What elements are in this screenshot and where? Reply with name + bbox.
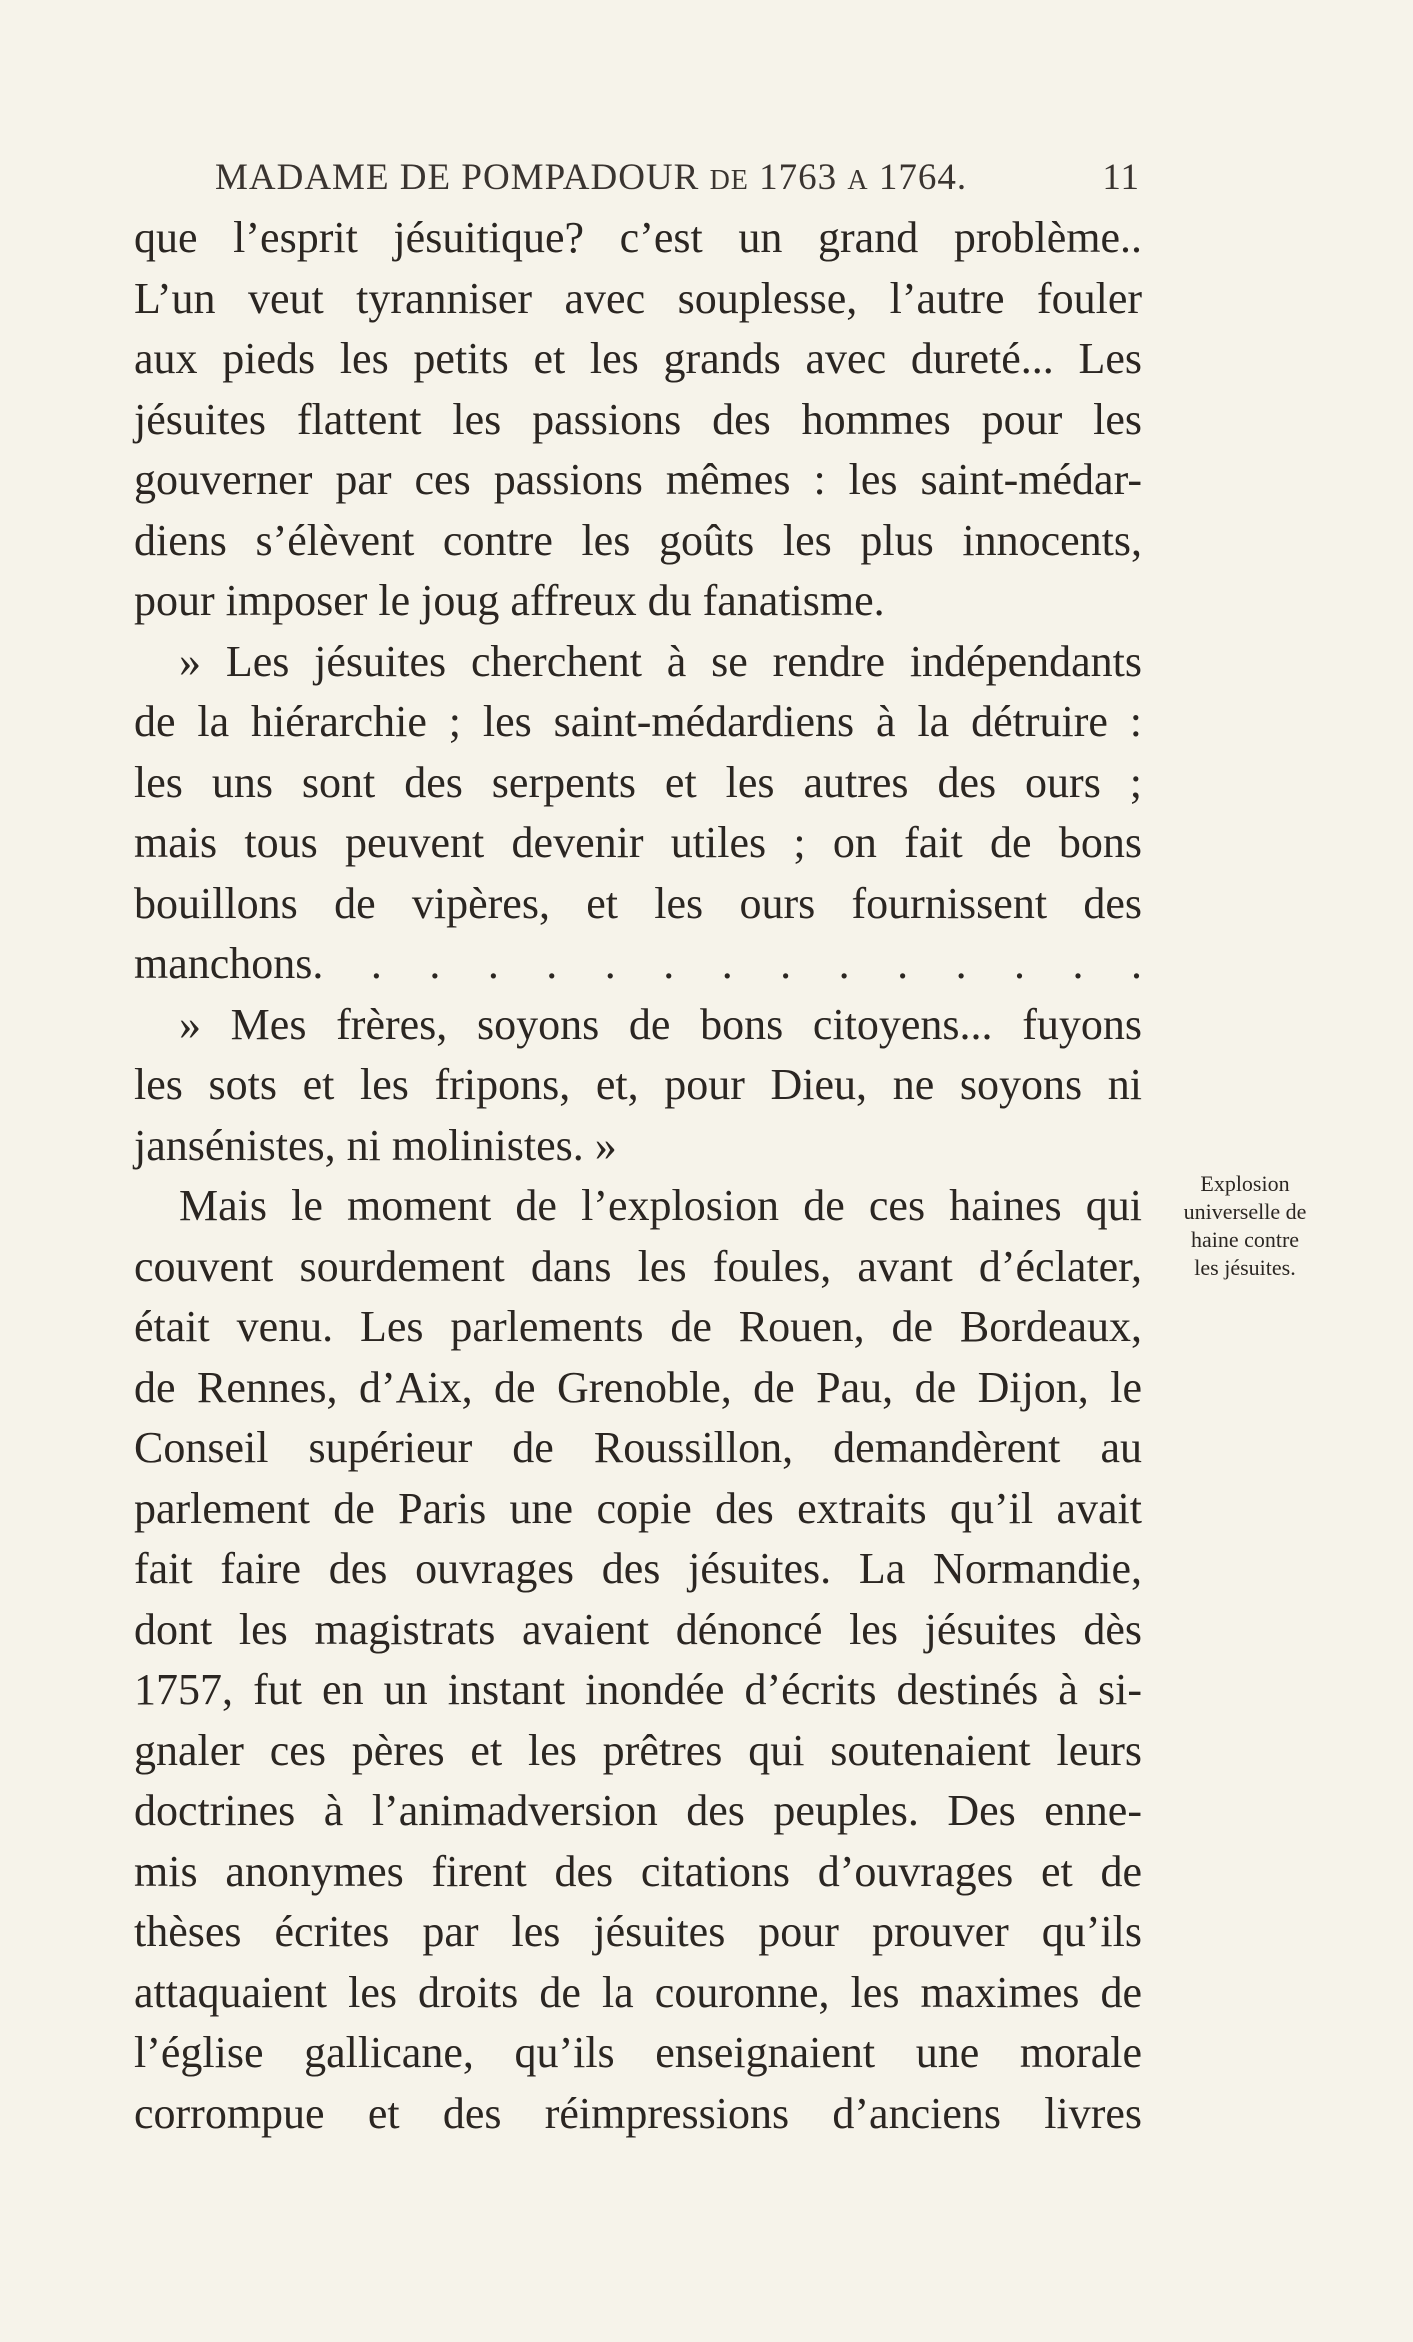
running-title-part1: MADAME DE POMPADOUR (215, 157, 710, 198)
running-head (215, 156, 1140, 206)
text-line: doctrines à l’animadversion des peuples. Des enne- (134, 1786, 1142, 1835)
text-line: » Mes frères, soyons de bons citoyens... fuyons (179, 999, 1142, 1049)
text-line: » Les jésuites cherchent à se rendre indépendants (179, 636, 1142, 686)
text-line: attaquaient les droits de la couronne, les maximes de (134, 1967, 1142, 2017)
text-line: Conseil supérieur de Roussillon, demandèrent au (134, 1423, 1142, 1472)
text-line: pour imposer le joug affreux du fanatisme. (134, 576, 885, 625)
body-text (134, 208, 1142, 2144)
text-line: était venu. Les parlements de Rouen, de Bordeaux, (134, 1302, 1142, 1351)
text-line: de Rennes, d’Aix, de Grenoble, de Pau, de Dijon, le (134, 1362, 1142, 1412)
text-line: mis anonymes firent des citations d’ouvrages et de (134, 1846, 1142, 1896)
text-line: les sots et les fripons, et, pour Dieu, ne soyons ni (134, 1060, 1142, 1109)
margin-note-line: haine contre (1190, 1227, 1300, 1252)
text-line: aux pieds les petits et les grands avec dureté... Les (134, 334, 1142, 383)
text-line: mais tous peuvent devenir utiles ; on fait de bons (134, 818, 1142, 867)
text-line: de la hiérarchie ; les saint-médardiens à la détruire : (134, 697, 1142, 746)
text-line: corrompue et des réimpressions d’anciens livres (134, 2088, 1142, 2138)
text-line: diens s’élèvent contre les goûts les plus innocents, (134, 515, 1142, 565)
margin-note-line: universelle de (1183, 1199, 1307, 1224)
running-title-a: A (847, 165, 869, 196)
text-line: 1757, fut en un instant inondée d’écrits destinés à si- (134, 1665, 1142, 1714)
text-line: L’un veut tyranniser avec souplesse, l’autre fouler (134, 273, 1142, 323)
text-line: jansénistes, ni molinistes. » (134, 1120, 617, 1170)
text-line: dont les magistrats avaient dénoncé les jésuites dès (134, 1604, 1142, 1654)
page-number: 11 (1102, 157, 1140, 198)
text-line: fait faire des ouvrages des jésuites. La Normandie, (134, 1544, 1142, 1593)
margin-note-line: Explosion (1200, 1171, 1290, 1196)
running-title (215, 156, 967, 199)
text-line: gouverner par ces passions mêmes : les saint-médar- (134, 455, 1142, 504)
running-title-de: DE (709, 165, 749, 196)
text-line: Mais le moment de l’explosion de ces haines qui (179, 1181, 1142, 1230)
text-line: que l’esprit jésuitique? c’est un grand problème.. (134, 213, 1142, 262)
text-line: les uns sont des serpents et les autres des ours ; (134, 757, 1142, 807)
margin-note (1160, 1170, 1330, 1282)
running-title-part3: 1764. (868, 157, 968, 198)
text-line: thèses écrites par les jésuites pour prouver qu’ils (134, 1907, 1142, 1956)
running-title-part2: 1763 (748, 157, 848, 198)
text-line: l’église gallicane, qu’ils enseignaient une morale (134, 2028, 1142, 2077)
text-line: parlement de Paris une copie des extraits qu’il avait (134, 1483, 1142, 1533)
text-line: manchons. . . . . . . . . . . . . . . (134, 939, 1142, 988)
text-line: bouillons de vipères, et les ours fournissent des (134, 878, 1142, 928)
margin-note-line: les jésuites. (1194, 1255, 1296, 1280)
text-line: couvent sourdement dans les foules, avant d’éclater, (134, 1241, 1142, 1291)
text-line: gnaler ces pères et les prêtres qui soutenaient leurs (134, 1725, 1142, 1775)
text-line: jésuites flattent les passions des hommes pour les (134, 394, 1142, 444)
